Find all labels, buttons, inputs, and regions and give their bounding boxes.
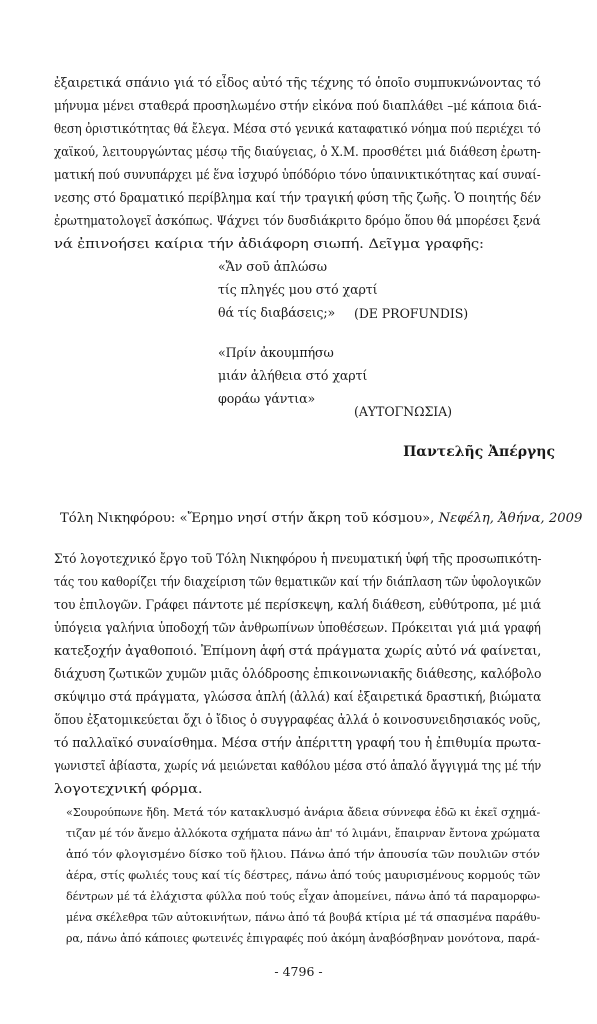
text-line: του ἐπιλογῶν. Γράφει πάντοτε μέ περίσκεψη, καλή διάθεση, εὐθύτροπα, μέ μιά (54, 598, 542, 613)
review-heading (60, 510, 582, 528)
quote-line: μένα σκέλεθρα τῶν αὐτοκινήτων, πάνω ἀπό τά βουβά κτίρια μέ τά σπασμένα παράθυ- (66, 910, 541, 924)
poem-line: φοράω γάντια» (218, 391, 316, 406)
poem-line: τίς πληγές μου στό χαρτί (218, 282, 378, 297)
text-line: ματική πού συνυπάρχει μέ ἕνα ἰσχυρό ὑπόδόριο τόνο ὑπαινικτικότητας καί συναί- (54, 168, 541, 183)
review-publisher: Νεφέλη, Ἀθήνα, 2009 (438, 511, 583, 526)
quote-line: ἀέρα, στίς φωλιές τους καί τίς δέστρες, πάνω ἀπό τούς μαυρισμένους κορμούς τῶν (66, 868, 541, 882)
text-line: γωνιστεῖ ἀβίαστα, χωρίς νά μειώνεται καθόλου μέσα στό ἁπαλό ἄγγιγμά της μέ τήν (54, 759, 542, 774)
text-line: διάχυση ζωτικῶν χυμῶν μιᾶς ὁλόδροσης ἐπικοινωνιακῆς διάθεσης, καλόβολο (54, 667, 542, 682)
text-line: ὑπόγεια γαλήνια ὑποδοχή τῶν ἀνθρωπίνων ὑποθέσεων. Πρόκειται γιά μιά γραφή (54, 621, 541, 636)
review-book-title: Τόλη Νικηφόρου: «Ἔρημο νησί στήν ἄκρη τοῦ κόσμου», (60, 511, 439, 526)
poem-line: μιάν ἀλήθεια στό χαρτί (218, 368, 368, 383)
poem-line: «Πρίν ἀκουμπήσω (218, 345, 334, 360)
quote-line: «Σουρούπωνε ἤδη. Μετά τόν κατακλυσμό ἀνάρια ἄδεια σύννεφα ἐδῶ κι ἐκεῖ σχημά- (66, 805, 541, 819)
text-line: ἐξαιρετικά σπάνιο γιά τό εἶδος αὐτό τῆς τέχνης τό ὁποῖο συμπυκνώνοντας τό (54, 76, 541, 91)
text-line: μήνυμα μένει σταθερά προσηλωμένο στήν εἰκόνα πού διαπλάθει –μέ κάποια διά- (54, 99, 542, 114)
text-line: τό παλλαϊκό συναίσθημα. Μέσα στήν ἀπέριττη γραφή του ἡ ἐπιθυμία πρωτα- (54, 736, 541, 751)
text-line: ἐρωτηματολογεῖ ἀσκόπως. Ψάχνει τόν δυσδιάκριτο δρόμο ὅπου θά μπορέσει ξενά (54, 214, 541, 229)
poem-line: «Ἄν σοῦ ἁπλώσω (218, 259, 327, 274)
text-line: κατεξοχήν ἀγαθοποιό. Ἐπίμονη ἁφή στά πράγματα χωρίς αὐτό νά φαίνεται, (54, 644, 542, 659)
poem-line: θά τίς διαβάσεις;» (218, 305, 336, 320)
poem-source: (ΑΥΤΟΓΝΩΣΙΑ) (354, 404, 452, 419)
text-line: λογοτεχνική φόρμα. (54, 782, 203, 797)
text-line: ὅπου ἐξατομικεύεται ὄχι ὁ ἴδιος ὁ συγγραφέας ἀλλά ὁ κοινοσυνειδησιακός νοῦς, (54, 713, 541, 728)
quote-line: ρα, πάνω ἀπό κάποιες φωτεινές ἐπιγραφές πού ἀκόμη ἀναβόσβηναν μονότονα, παρά- (66, 931, 540, 945)
text-line: χαϊκού, λειτουργώντας μέσῳ τῆς διαύγειας, ὁ Χ.Μ. προσθέτει μιά διάθεση ἐρωτη- (54, 145, 541, 160)
text-line: Στό λογοτεχνικό ἔργο τοῦ Τόλη Νικηφόρου ἡ πνευματική ὑφή τῆς προσωπικότη- (54, 552, 542, 567)
author-signature: Παντελῆς Ἀπέργης (403, 444, 555, 460)
page-number: - 4796 - (274, 964, 323, 979)
text-line: θεση ὀριστικότητας θά ἔλεγα. Μέσα στό γενικά καταφατικό νόημα πού περιέχει τό (54, 122, 541, 137)
quote-line: δέντρων μέ τά ἐλάχιστα φύλλα πού τούς εἶχαν ἀπομείνει, πάνω ἀπό τά παραμορφω- (66, 889, 541, 903)
text-line: νεσης στό δραματικό περίβλημα καί τήν τραγική φύση τῆς ζωῆς. Ὁ ποιητής δέν (54, 191, 541, 206)
quote-line: ἀπό τόν φλογισμένο δίσκο τοῦ ἥλιου. Πάνω ἀπό τήν ἀπουσία τῶν πουλιῶν στόν (66, 847, 540, 861)
text-line: νά ἐπινοήσει καίρια τήν ἀδιάφορη σιωπή. Δεῖγμα γραφῆς: (54, 237, 484, 252)
quote-line: τιζαν μέ τόν ἄνεμο ἀλλόκοτα σχήματα πάνω ἀπ' τό λιμάνι, ἔπαιρναν ἔντονα χρώματα (66, 826, 541, 840)
text-line: σκύψιμο στά πράγματα, γλώσσα ἁπλή (ἀλλά) καί ἐξαιρετικά δραστική, βιώματα (54, 690, 542, 705)
poem-source: (DE PROFUNDIS) (354, 306, 469, 321)
text-line: τάς του καθορίζει τήν διαχείριση τῶν θεματικῶν καί τήν διάπλαση τῶν ὑφολογικῶν (54, 575, 542, 590)
